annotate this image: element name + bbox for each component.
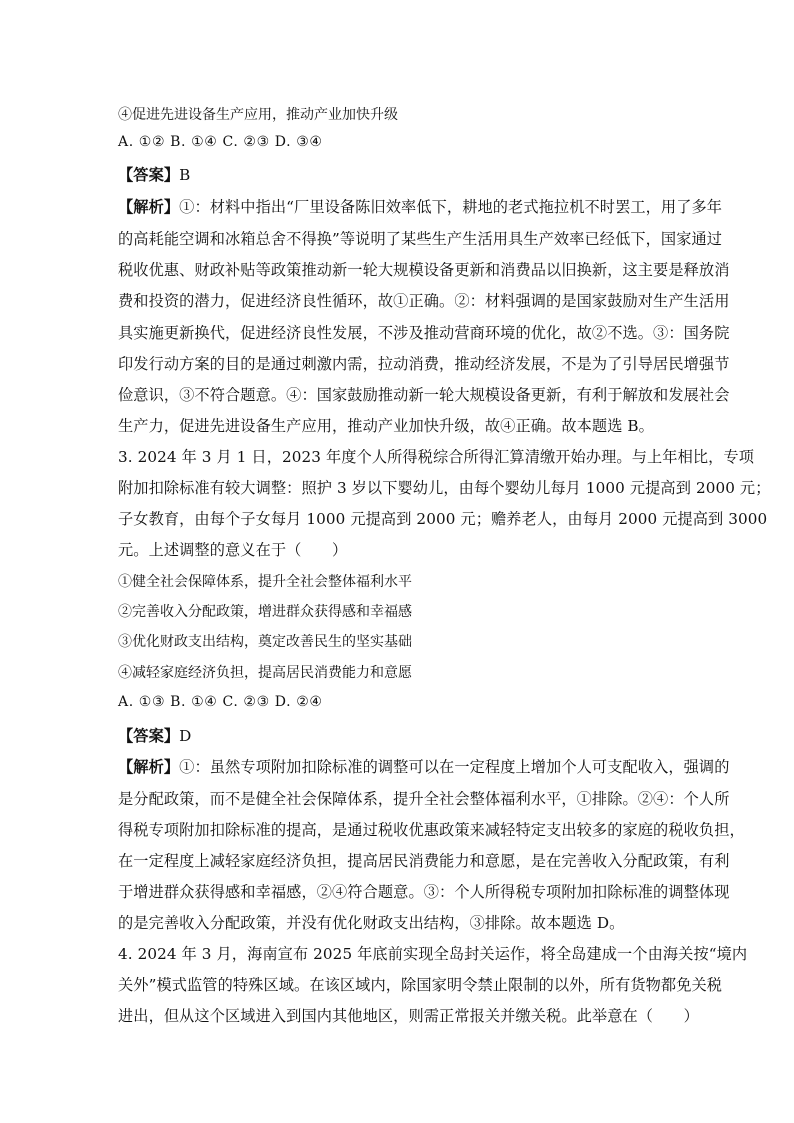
answer-value: D — [179, 727, 192, 745]
analysis-tag: 【解析】 — [118, 198, 180, 216]
q2-answer — [118, 164, 190, 185]
analysis-text: ①：材料中指出“厂里设备陈旧效率低下，耕地的老式拖拉机不时罢工，用了多年 — [179, 198, 723, 216]
q2-option-4: ④促进先进设备生产应用，推动产业加快升级 — [118, 107, 398, 123]
q2-analysis-line — [118, 196, 722, 217]
q2-analysis-line: 生产力，促进先进设备生产应用，推动产业加快升级，故④正确。故本题选 B。 — [118, 417, 654, 435]
q3-analysis-line — [118, 756, 730, 777]
q2-analysis-line: 的高耗能空调和冰箱总舍不得换”等说明了某些生产生活用具生产效率已经低下，国家通过 — [118, 230, 723, 248]
q3-analysis-line: 是分配政策，而不是健全社会保障体系，提升全社会整体福利水平，①排除。②④：个人所 — [118, 790, 730, 808]
q2-choices: A. ①② B. ①④ C. ②③ D. ③④ — [118, 134, 323, 150]
q2-analysis-line: 印发行动方案的目的是通过刺激内需，拉动消费，推动经济发展，不是为了引导居民增强节 — [118, 355, 730, 373]
q3-analysis-line: 于增进群众获得感和幸福感，②④符合题意。③：个人所得税专项附加扣除标准的调整体现 — [118, 883, 730, 901]
q4-stem-line: 关外”模式监管的特殊区域。在该区域内，除国家明令禁止限制的以外，所有货物都免关税 — [118, 976, 723, 994]
q3-stem-line: 附加扣除标准有较大调整：照护 3 岁以下婴幼儿，由每个婴幼儿每月 1000 元提高到 2000 元； — [118, 479, 771, 497]
q4-stem-line: 进出，但从这个区域进入到国内其他地区，则需正常报关并缴关税。此举意在（ ） — [118, 1007, 699, 1025]
q3-stem-line: 元。上述调整的意义在于（ ） — [118, 541, 348, 559]
answer-tag: 【答案】 — [118, 727, 180, 745]
q3-option-4: ④减轻家庭经济负担，提高居民消费能力和意愿 — [118, 665, 412, 681]
q2-analysis-line: 具实施更新换代，促进经济良性发展，不涉及推动营商环境的优化，故②不选。③：国务院 — [118, 324, 730, 342]
answer-tag: 【答案】 — [118, 166, 180, 184]
q3-answer — [118, 725, 191, 746]
q3-analysis-line: 的是完善收入分配政策，并没有优化财政支出结构，③排除。故本题选 D。 — [118, 914, 625, 932]
q2-analysis-line: 费和投资的潜力，促进经济良性循环，故①正确。②：材料强调的是国家鼓励对生产生活用 — [118, 292, 730, 310]
q2-analysis-line: 俭意识，③不符合题意。④：国家鼓励推动新一轮大规模设备更新，有利于解放和发展社会 — [118, 386, 730, 404]
analysis-text: ①：虽然专项附加扣除标准的调整可以在一定程度上增加个人可支配收入，强调的 — [179, 758, 730, 776]
q3-option-3: ③优化财政支出结构，奠定改善民生的坚实基础 — [118, 634, 412, 650]
q4-stem-line: 4. 2024 年 3 月，海南宣布 2025 年底前实现全岛封关运作，将全岛建成一个由海关按“境内 — [118, 945, 748, 963]
q3-analysis-line: 得税专项附加扣除标准的提高，是通过税收优惠政策来减轻特定支出较多的家庭的税收负担， — [118, 821, 745, 839]
q3-stem-line: 子女教育，由每个子女每月 1000 元提高到 2000 元；赡养老人，由每月 2000 元提高到 3000 — [118, 510, 768, 528]
q3-analysis-line: 在一定程度上减轻家庭经济负担，提高居民消费能力和意愿，是在完善收入分配政策，有利 — [118, 852, 730, 870]
q2-analysis-line: 税收优惠、财政补贴等政策推动新一轮大规模设备更新和消费品以旧换新，这主要是释放消 — [118, 261, 730, 279]
answer-value: B — [179, 166, 191, 184]
q3-option-2: ②完善收入分配政策，增进群众获得感和幸福感 — [118, 604, 412, 620]
q3-option-1: ①健全社会保障体系，提升全社会整体福利水平 — [118, 574, 412, 590]
q3-stem-line: 3. 2024 年 3 月 1 日，2023 年度个人所得税综合所得汇算清缴开始办理。与上年相比，专项 — [118, 448, 755, 466]
q3-choices: A. ①③ B. ①④ C. ②③ D. ②④ — [118, 694, 323, 710]
analysis-tag: 【解析】 — [118, 758, 180, 776]
